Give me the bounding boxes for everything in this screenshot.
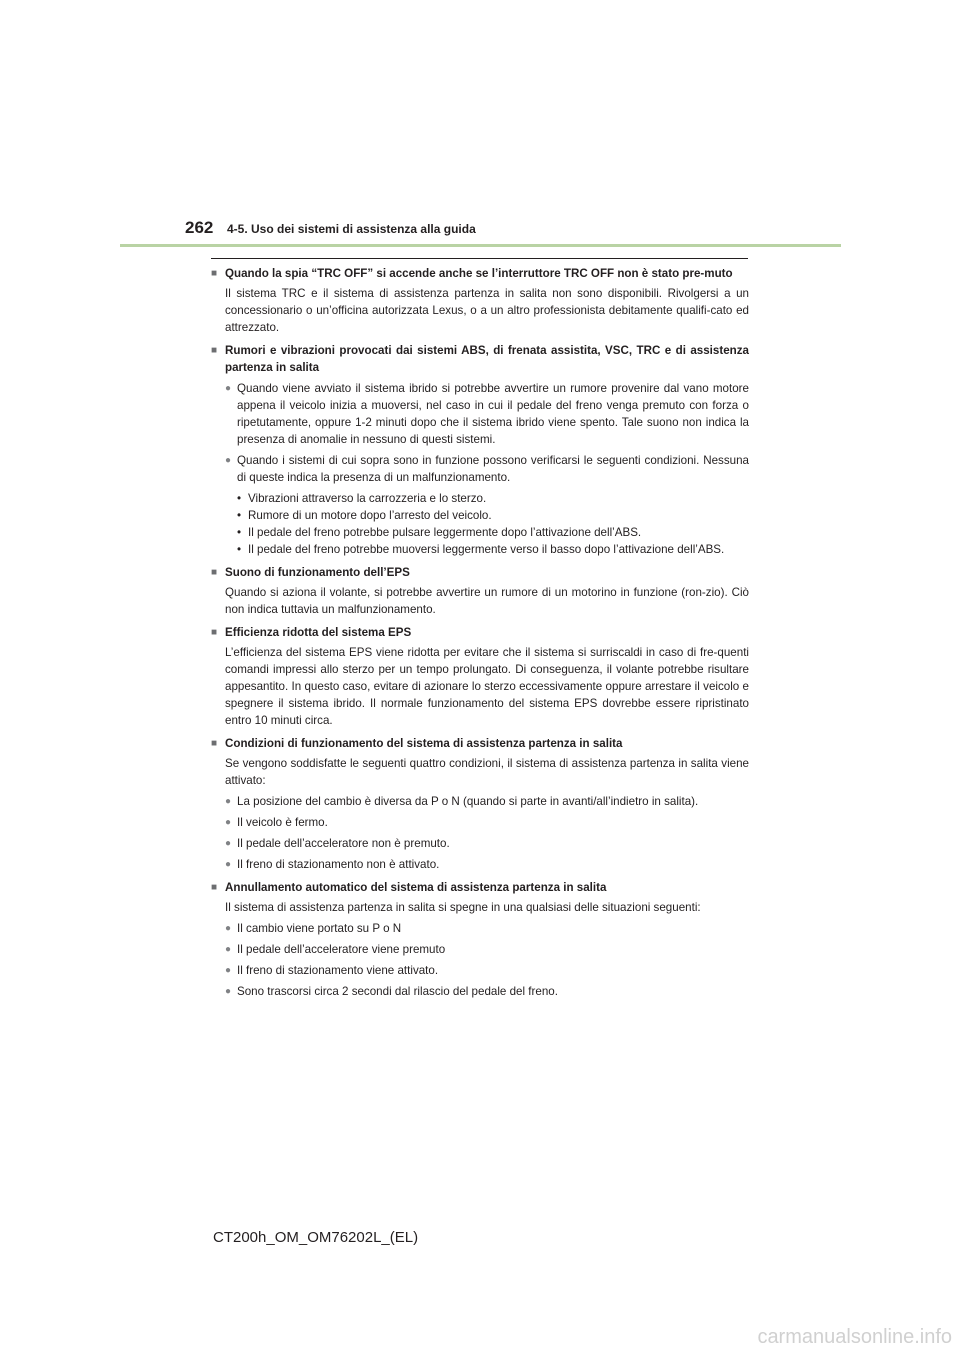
- list-item: [211, 941, 749, 958]
- small-bullet-icon: •: [237, 492, 242, 505]
- list-item-text: Sono trascorsi circa 2 secondi dal rilascio del pedale del freno.: [237, 985, 558, 998]
- page-header: [185, 218, 476, 238]
- square-bullet-icon: ■: [211, 738, 218, 749]
- circle-bullet-icon: ●: [225, 986, 232, 997]
- section-heading: [211, 879, 749, 896]
- list-item: [211, 856, 749, 873]
- list-item-text: Il veicolo è fermo.: [237, 816, 328, 829]
- sub-list-item-text: Vibrazioni attraverso la carrozzeria e lo sterzo.: [248, 492, 487, 505]
- section-paragraph: Se vengono soddisfatte le seguenti quattro condizioni, il sistema di assistenza partenza in salita viene attivato:: [225, 757, 749, 787]
- section-heading: [211, 735, 749, 752]
- list-item: [211, 920, 749, 937]
- square-bullet-icon: ■: [211, 345, 218, 356]
- square-bullet-icon: ■: [211, 627, 218, 638]
- small-bullet-icon: •: [237, 526, 242, 539]
- content-section: [211, 564, 749, 618]
- content-section: [211, 624, 749, 729]
- section-title: 4-5. Uso dei sistemi di assistenza alla guida: [227, 222, 476, 236]
- list-item: [211, 380, 749, 448]
- content-section: [211, 879, 749, 1000]
- small-bullet-icon: •: [237, 509, 242, 522]
- header-divider: [120, 244, 841, 247]
- list-item: [211, 983, 749, 1000]
- circle-bullet-icon: ●: [225, 796, 232, 807]
- section-heading-text: Quando la spia “TRC OFF” si accende anche se l’interruttore TRC OFF non è stato pre-muto: [225, 267, 733, 280]
- list-item: [211, 452, 749, 486]
- main-content: [211, 265, 749, 1006]
- list-item: [211, 793, 749, 810]
- square-bullet-icon: ■: [211, 882, 218, 893]
- list-item-text: Il pedale dell’acceleratore non è premuto.: [237, 837, 450, 850]
- sub-list-item: [237, 507, 749, 524]
- section-heading: [211, 564, 749, 581]
- list-item-text: Il pedale dell’acceleratore viene premuto: [237, 943, 446, 956]
- content-section: [211, 342, 749, 558]
- sub-list-item-text: Il pedale del freno potrebbe pulsare leggermente dopo l’attivazione dell’ABS.: [248, 526, 642, 539]
- sub-list-item: [237, 490, 749, 507]
- section-heading: [211, 342, 749, 376]
- circle-bullet-icon: ●: [225, 455, 232, 466]
- section-heading-text: Efficienza ridotta del sistema EPS: [225, 626, 412, 639]
- list-item: [211, 814, 749, 831]
- list-item-text: La posizione del cambio è diversa da P o N (quando si parte in avanti/all’indietro in salita).: [237, 795, 699, 808]
- section-paragraph: L’efficienza del sistema EPS viene ridotta per evitare che il sistema si surriscaldi in caso di fre-quenti comandi impressi allo sterzo per un tempo prolungato. Di conseguenza, il volante potrebbe risultare appesantito. In questo caso, evitare di azionare lo sterzo eccessivamente oppure arrestare il veicolo e spegnere il sistema ibrido. Il normale funzionamento del sistema EPS dovrebbe essere ripristinato entro 10 minuti circa.: [225, 646, 749, 727]
- watermark: carmanualsonline.info: [757, 1326, 952, 1348]
- circle-bullet-icon: ●: [225, 383, 232, 394]
- section-heading-text: Rumori e vibrazioni provocati dai sistemi ABS, di frenata assistita, VSC, TRC e di assistenza partenza in salita: [225, 344, 749, 374]
- list-item-text: Il cambio viene portato su P o N: [237, 922, 402, 935]
- circle-bullet-icon: ●: [225, 817, 232, 828]
- sub-list: [211, 490, 749, 558]
- sub-list-item-text: Rumore di un motore dopo l’arresto del veicolo.: [248, 509, 492, 522]
- list-item-text: Il freno di stazionamento non è attivato.: [237, 858, 440, 871]
- content-section: [211, 265, 749, 336]
- section-heading-text: Suono di funzionamento dell’EPS: [225, 566, 410, 579]
- circle-bullet-icon: ●: [225, 838, 232, 849]
- page-number: 262: [185, 218, 214, 237]
- sub-list-item: [237, 541, 749, 558]
- section-heading: [211, 265, 749, 282]
- content-divider: [211, 258, 748, 259]
- section-paragraph: Il sistema di assistenza partenza in salita si spegne in una qualsiasi delle situazioni seguenti:: [225, 901, 701, 914]
- circle-bullet-icon: ●: [225, 965, 232, 976]
- section-paragraph: Quando si aziona il volante, si potrebbe avvertire un rumore di un motorino in funzione (ron-zio). Ciò non indica tuttavia un malfunzionamento.: [225, 586, 749, 616]
- circle-bullet-icon: ●: [225, 944, 232, 955]
- circle-bullet-icon: ●: [225, 923, 232, 934]
- sub-list-item-text: Il pedale del freno potrebbe muoversi leggermente verso il basso dopo l’attivazione dell’ABS.: [248, 543, 725, 556]
- list-item-text: Quando viene avviato il sistema ibrido si potrebbe avvertire un rumore provenire dal vano motore appena il veicolo inizia a muoversi, nel caso in cui il pedale del freno venga premuto con forza o ripetutamente, oppure 1-2 minuti dopo che il sistema ibrido viene spento. Tale suono non indica la presenza di anomalie in nessuno di questi sistemi.: [237, 382, 749, 446]
- section-heading: [211, 624, 749, 641]
- list-item-text: Il freno di stazionamento viene attivato.: [237, 964, 439, 977]
- small-bullet-icon: •: [237, 543, 242, 556]
- square-bullet-icon: ■: [211, 268, 218, 279]
- footer-code: CT200h_OM_OM76202L_(EL): [213, 1229, 419, 1246]
- section-heading-text: Annullamento automatico del sistema di assistenza partenza in salita: [225, 881, 607, 894]
- content-section: [211, 735, 749, 873]
- list-item: [211, 962, 749, 979]
- list-item-text: Quando i sistemi di cui sopra sono in funzione possono verificarsi le seguenti condizioni. Nessuna di queste indica la presenza di un malfunzionamento.: [237, 454, 749, 484]
- section-paragraph: Il sistema TRC e il sistema di assistenza partenza in salita non sono disponibili. Rivolgersi a un concessionario o un’officina autorizzata Lexus, o a un altro professionista debitamente qualifi-cato ed attrezzato.: [225, 287, 749, 334]
- square-bullet-icon: ■: [211, 567, 218, 578]
- section-heading-text: Condizioni di funzionamento del sistema di assistenza partenza in salita: [225, 737, 623, 750]
- list-item: [211, 835, 749, 852]
- sub-list-item: [237, 524, 749, 541]
- circle-bullet-icon: ●: [225, 859, 232, 870]
